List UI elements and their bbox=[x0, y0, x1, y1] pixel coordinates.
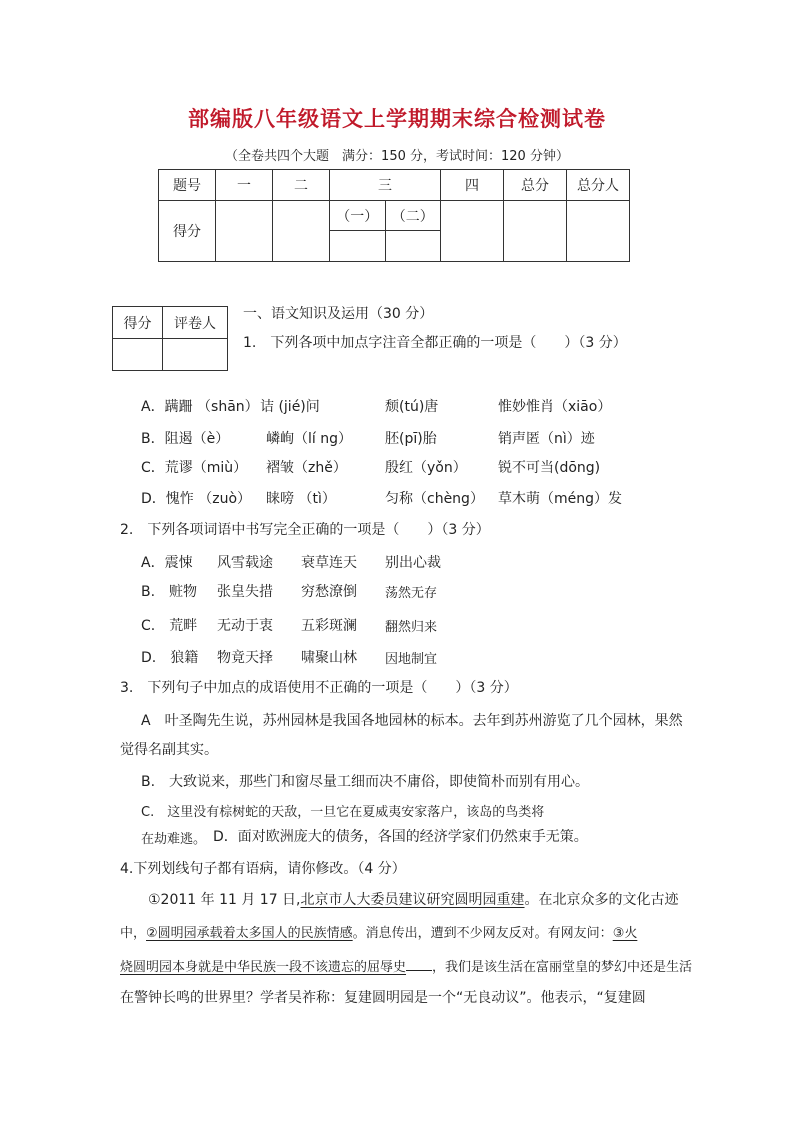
grader-score-input[interactable] bbox=[113, 339, 163, 371]
score-input-3-1[interactable] bbox=[330, 231, 386, 262]
q1-b-1: B．阻遏（è） bbox=[141, 431, 230, 447]
cell-total: 总分 bbox=[504, 170, 567, 201]
q2-a-3: 衰草连天 bbox=[301, 555, 357, 571]
q2-c-4: 翻然归来 bbox=[385, 620, 438, 635]
q3-a-line1: A 叶圣陶先生说，苏州园林是我国各地园林的标本。去年到苏州游览了几个园林，果然 bbox=[141, 713, 683, 729]
q4-line1-pre: ①2011 年 11 月 17 日, bbox=[148, 892, 301, 908]
q2-c-3: 五彩斑澜 bbox=[301, 618, 357, 634]
q4-paragraph-line1 bbox=[148, 889, 679, 909]
q3-c-line1: C. 这里没有棕树蛇的天敌，一旦它在夏威夷安家落户，该岛的鸟类将 bbox=[141, 805, 545, 820]
q2-d-2: 物竟天择 bbox=[217, 650, 273, 666]
score-table bbox=[158, 169, 630, 262]
cell-section-4: 四 bbox=[441, 170, 504, 201]
grader-score-label: 得分 bbox=[113, 307, 163, 339]
q1-a-3: 颓(tú)唐 bbox=[385, 399, 439, 415]
q4-paragraph-line2 bbox=[120, 922, 637, 941]
exam-title: 部编版八年级语文上学期期末综合检测试卷 bbox=[188, 106, 606, 131]
q4-line2-pre: 中， bbox=[120, 926, 147, 941]
q1-a-4: 惟妙惟肖（xiāo） bbox=[498, 399, 612, 415]
q1-c-4: 锐不可当(dōng) bbox=[498, 460, 601, 476]
q2-d-4: 因地制宜 bbox=[385, 652, 438, 667]
grader-reviewer-label: 评卷人 bbox=[163, 307, 228, 339]
q1-c-1: C．荒谬（miù） bbox=[141, 460, 248, 476]
q1-b-3: 胚(pī)胎 bbox=[385, 431, 437, 447]
score-input-2[interactable] bbox=[273, 201, 330, 262]
q1-c-2: 褶皱（zhě） bbox=[266, 460, 347, 476]
q2-b-1: B. 赃物 bbox=[141, 584, 198, 600]
grader-box bbox=[112, 306, 228, 371]
q2-c-2: 无动于衷 bbox=[217, 618, 273, 634]
q4-sentence-1: 北京市人大委员建议研究圆明园重建 bbox=[300, 892, 525, 908]
q1-d-1: D．愧怍 （zuò） bbox=[141, 491, 252, 507]
score-input-scorer[interactable] bbox=[567, 201, 630, 262]
q4-sentence-3: 烧圆明园本身就是中华民族一段不该遗忘的屈辱史 bbox=[120, 960, 407, 975]
cell-sub-1: （一） bbox=[330, 201, 386, 231]
q2-a-2: 风雪载途 bbox=[217, 555, 273, 571]
q4-sentence-3-start: ③火 bbox=[612, 926, 638, 941]
q4-paragraph-line3 bbox=[120, 956, 692, 975]
q3-c-line2: 在劫难逃。 bbox=[141, 832, 207, 847]
q4-line1-post: 。在北京众多的文化古迹 bbox=[524, 892, 679, 908]
cell-section-3: 三 bbox=[330, 170, 441, 201]
q4-line2-post: 。消息传出，遭到不少网友反对。有网友问： bbox=[352, 926, 613, 941]
cell-section-1: 一 bbox=[216, 170, 273, 201]
q4-sentence-2: ②圆明园承载着太多国人的民族情感 bbox=[146, 926, 353, 941]
grader-reviewer-input[interactable] bbox=[163, 339, 228, 371]
q1-c-3: 殷红（yǒn） bbox=[385, 460, 467, 476]
score-input-4[interactable] bbox=[441, 201, 504, 262]
q4-underline-gap bbox=[406, 970, 432, 971]
q2-stem: 2. 下列各项词语中书写完全正确的一项是（ ）（3 分） bbox=[120, 522, 490, 538]
score-input-3-2[interactable] bbox=[385, 231, 441, 262]
score-input-total[interactable] bbox=[504, 201, 567, 262]
cell-question-number: 题号 bbox=[159, 170, 216, 201]
q2-d-3: 啸聚山林 bbox=[301, 650, 357, 666]
q3-d-line: D．面对欧洲庞大的债务，各国的经济学家们仍然束手无策。 bbox=[213, 829, 588, 845]
q3-b-line: B. 大致说来，那些门和窗尽量工细而决不庸俗，即使简朴而别有用心。 bbox=[141, 774, 590, 790]
q3-stem: 3. 下列句子中加点的成语使用不正确的一项是（ ）（3 分） bbox=[120, 680, 518, 696]
q1-d-2: 睐嗙 （tì） bbox=[266, 491, 336, 507]
q4-paragraph-line4: 在警钟长鸣的世界里？学者吴祚称：复建圆明园是一个“无良动议”。他表示，“复建圆 bbox=[120, 990, 646, 1006]
q2-a-4: 别出心裁 bbox=[385, 555, 441, 571]
cell-section-2: 二 bbox=[273, 170, 330, 201]
cell-scorer: 总分人 bbox=[567, 170, 630, 201]
q2-b-3: 穷愁潦倒 bbox=[301, 584, 357, 600]
q1-a-2: 诘 (jié)问 bbox=[260, 399, 320, 415]
q2-c-1: C. 荒畔 bbox=[141, 618, 198, 634]
q1-d-4: 草木萌（méng）发 bbox=[498, 491, 623, 507]
cell-score-label: 得分 bbox=[159, 201, 216, 262]
q1-b-4: 销声匿（nì）迹 bbox=[498, 431, 595, 447]
section-heading: 一、语文知识及运用（30 分） bbox=[243, 306, 434, 322]
q2-a-1: A．震悚 bbox=[141, 555, 193, 571]
q3-a-line2: 觉得名副其实。 bbox=[120, 742, 218, 758]
q2-b-4: 荡然无存 bbox=[385, 586, 438, 601]
exam-subtitle: （全卷共四个大题 满分：150 分，考试时间：120 分钟） bbox=[225, 149, 569, 164]
cell-sub-2: （二） bbox=[385, 201, 441, 231]
q1-d-3: 匀称（chèng） bbox=[385, 491, 484, 507]
q4-line3-post: ，我们是该生活在富丽堂皇的梦幻中还是生活 bbox=[432, 960, 693, 975]
q1-stem: 1. 下列各项中加点字注音全都正确的一项是（ ）（3 分） bbox=[243, 335, 627, 351]
q1-a-1: A．蹒跚 （shān） bbox=[141, 399, 259, 415]
q4-stem: 4.下列划线句子都有语病，请你修改。（4 分） bbox=[120, 861, 406, 877]
score-input-1[interactable] bbox=[216, 201, 273, 262]
q2-b-2: 张皇失措 bbox=[217, 584, 273, 600]
q1-b-2: 嶙峋（lí ng） bbox=[266, 431, 352, 447]
q2-d-1: D. 狼籍 bbox=[141, 650, 199, 666]
